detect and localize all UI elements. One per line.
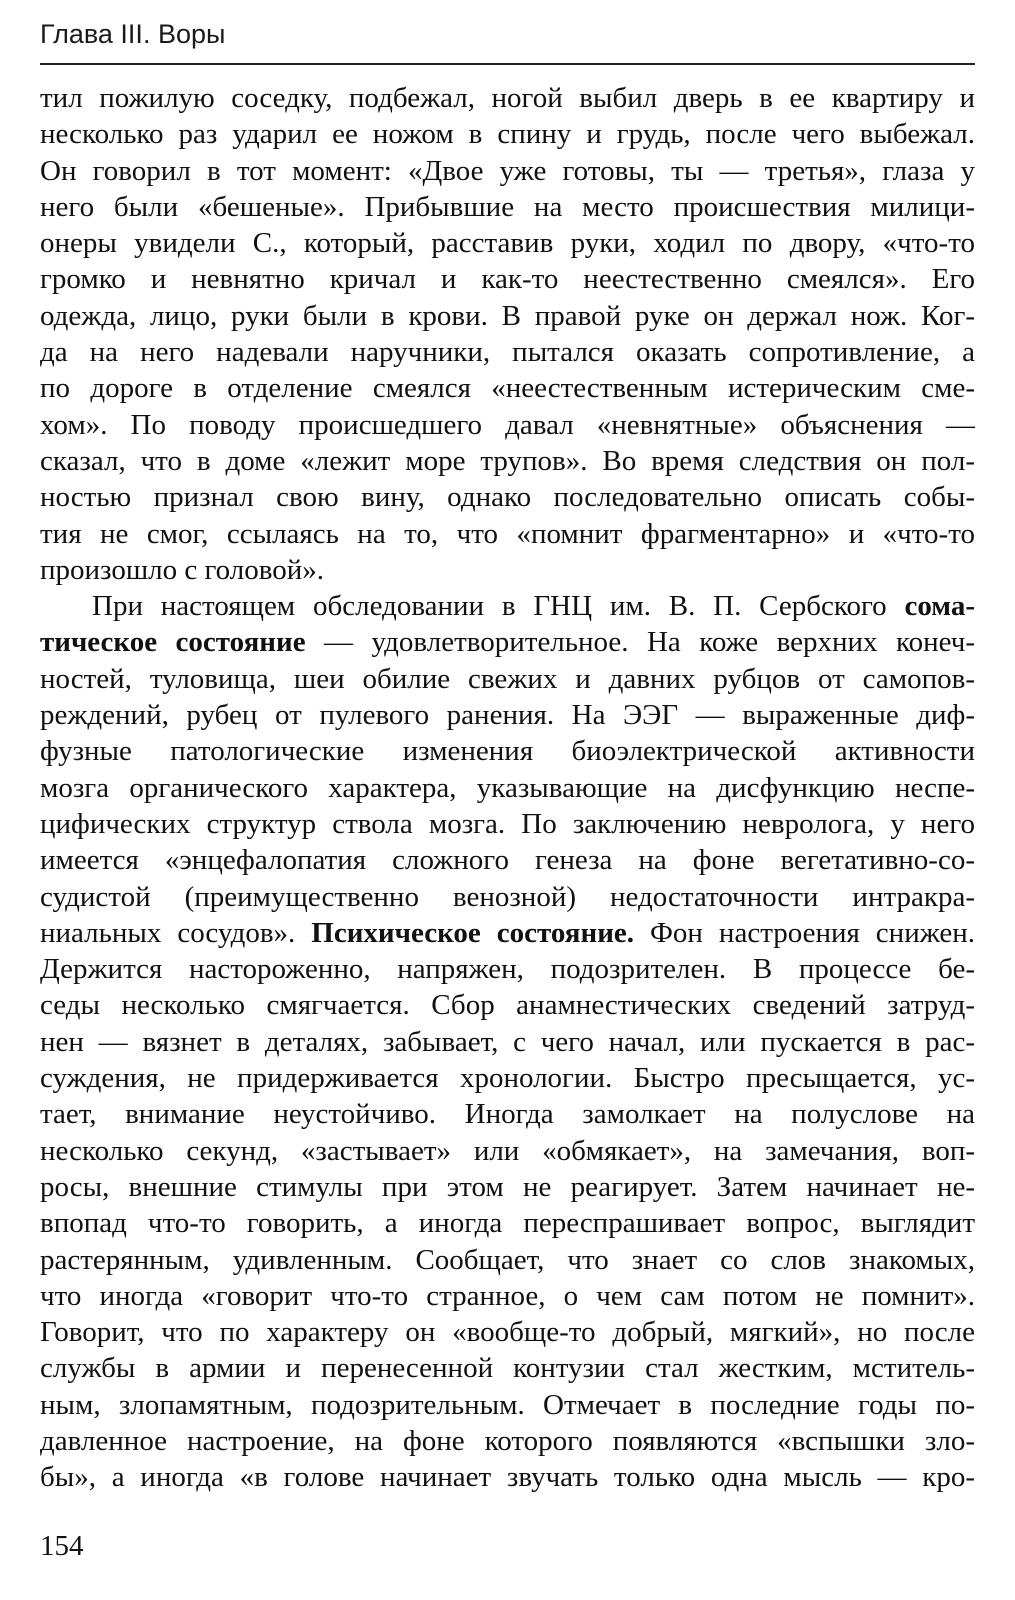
text-line: седы несколько смягчается. Сбор анамнестических сведений затруд- [40,989,975,1022]
text-line: судистой (преимущественно венозной) недостаточности интракра- [40,880,975,913]
text-line: росы, внешние стимулы при этом не реагирует. Затем начинает не- [40,1170,975,1203]
text-line: хом». По поводу происшедшего давал «невнятные» объяснения — [40,408,975,441]
text-line: ным, злопамятным, подозрительным. Отмечает в последние годы по- [40,1388,975,1421]
paragraph-2-first-line [40,588,975,624]
text-line: Держится настороженно, напряжен, подозрителен. В процессе бе- [40,953,975,986]
text-line: произошло с головой». [40,553,325,586]
text-line: громко и невнятно кричал и как-то неестественно смеялся». Его [40,263,975,296]
text-line: сказал, что в доме «лежит море трупов». Во время следствия он пол- [40,444,975,477]
text-line: фузные патологические изменения биоэлектрической активности [40,735,975,768]
text-line: мозга органического характера, указывающие на дисфункцию неспе- [40,771,975,804]
text-line: тия не смог, ссылаясь на то, что «помнит фрагментарно» и «что-то [40,517,975,550]
body-text [40,80,975,1496]
text-line: цифических структур ствола мозга. По заключению невролога, у него [40,807,975,840]
text-line: бы», а иногда «в голове начинает звучать только одна мысль — кро- [40,1461,975,1494]
text-line: службы в армии и перенесенной контузии стал жестким, мститель- [40,1352,975,1385]
bold-heading-somatic: сома- [904,590,975,623]
text-line: по дороге в отделение смеялся «неестественным истерическим сме- [40,372,975,405]
text-line: онеры увидели С., который, расставив руки, ходил по двору, «что-то [40,227,975,260]
bold-heading-mental: Психическое состояние. [311,916,635,949]
text-line [40,624,975,660]
text-run: ниальных сосудов». [40,916,312,949]
text-line: да на него надевали наручники, пытался оказать сопротивление, а [40,336,975,369]
text-line: давленное настроение, на фоне которого появляются «вспышки зло- [40,1424,975,1457]
page-number: 154 [40,1530,84,1562]
text-run: — удовлетворительное. На коже верхних конеч- [305,626,976,659]
text-run: Фон настроения снижен. [634,916,976,949]
text-line: тает, внимание неустойчиво. Иногда замолкает на полуслове на [40,1098,975,1131]
text-line: несколько раз ударил ее ножом в спину и грудь, после чего выбежал. [40,118,975,151]
text-line: что иногда «говорит что-то странное, о чем сам потом не помнит». [40,1279,975,1312]
text-line: суждения, не придерживается хронологии. Быстро пресыщается, ус- [40,1062,975,1095]
text-line: растерянным, удивленным. Сообщает, что знает со слов знакомых, [40,1243,975,1276]
text-run: При настоящем обследовании в ГНЦ им. В. П. Сербского [92,590,905,623]
header-rule [40,63,975,65]
text-line: Говорит, что по характеру он «вообще-то добрый, мягкий», но после [40,1316,975,1349]
text-line: впопад что-то говорить, а иногда переспрашивает вопрос, выглядит [40,1207,975,1240]
text-line: тил пожилую соседку, подбежал, ногой выбил дверь в ее квартиру и [40,82,975,114]
text-line: нен — вязнет в деталях, забывает, с чего начал, или пускается в рас- [40,1025,975,1058]
text-line: реждений, рубец от пулевого ранения. На ЭЭГ — выраженные диф- [40,699,975,732]
text-line [40,915,975,951]
text-line: Он говорил в тот момент: «Двое уже готовы, ты — третья», глаза у [40,154,975,187]
text-line: имеется «энцефалопатия сложного генеза на фоне вегетативно-со- [40,844,975,877]
running-head: Глава III. Воры [40,19,226,49]
text-line: ностей, туловища, шеи обилие свежих и давних рубцов от самопов- [40,662,975,695]
text-line: одежда, лицо, руки были в крови. В правой руке он держал нож. Ког- [40,299,975,332]
bold-heading-somatic-cont: тическое состояние [40,626,306,659]
text-line: несколько секунд, «застывает» или «обмякает», на замечания, воп- [40,1134,975,1167]
text-line: него были «бешеные». Прибывшие на место происшествия милици- [40,190,975,223]
text-line: ностью признал свою вину, однако последовательно описать собы- [40,481,975,514]
